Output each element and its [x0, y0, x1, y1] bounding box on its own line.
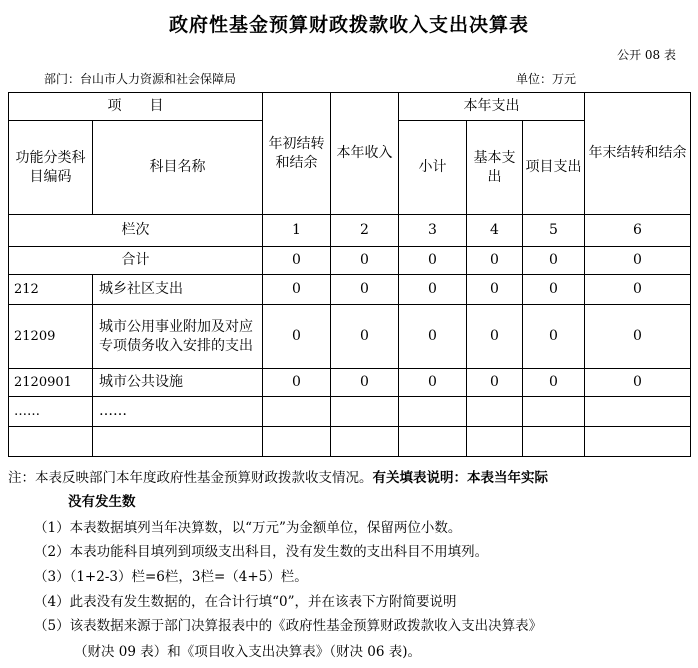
row-value: 0 — [467, 369, 523, 397]
row-code: …… — [9, 397, 93, 427]
header-subtotal: 小计 — [399, 121, 467, 215]
total-cell: 0 — [467, 247, 523, 275]
row-value — [263, 397, 331, 427]
total-label: 合计 — [9, 247, 263, 275]
row-value: 0 — [399, 369, 467, 397]
note-line-1 — [8, 466, 548, 486]
department-label: 部门：台山市人力资源和社会保障局 — [44, 72, 237, 86]
budget-table — [8, 92, 691, 457]
row-value — [331, 397, 399, 427]
row-value — [585, 427, 691, 457]
row-value — [263, 427, 331, 457]
col-index-cell: 3 — [399, 215, 467, 247]
row-value — [523, 427, 585, 457]
header-subject-name: 科目名称 — [93, 121, 263, 215]
total-cell: 0 — [585, 247, 691, 275]
note-line-2: 没有发生数 — [68, 494, 136, 510]
row-value — [467, 397, 523, 427]
row-value — [399, 427, 467, 457]
row-code — [9, 427, 93, 457]
table-row — [9, 305, 691, 369]
row-value: 0 — [467, 275, 523, 305]
row-value: 0 — [523, 305, 585, 369]
row-name — [93, 427, 263, 457]
row-name: 城乡社区支出 — [93, 275, 263, 305]
row-code: 212 — [9, 275, 93, 305]
row-code: 21209 — [9, 305, 93, 369]
row-name: 城市公共设施 — [93, 369, 263, 397]
total-cell: 0 — [399, 247, 467, 275]
total-cell: 0 — [331, 247, 399, 275]
row-value — [585, 397, 691, 427]
header-current-income: 本年收入 — [331, 93, 399, 215]
note-item: （财决 09 表）和《项目收入支出决算表》（财决 06 表)。 — [74, 644, 422, 660]
row-value: 0 — [523, 369, 585, 397]
row-value: 0 — [467, 305, 523, 369]
row-value: 0 — [399, 275, 467, 305]
row-value: 0 — [331, 305, 399, 369]
table-row — [9, 397, 691, 427]
row-code: 2120901 — [9, 369, 93, 397]
header-item: 项 目 — [9, 93, 263, 121]
col-row-label: 栏次 — [9, 215, 263, 247]
row-value — [331, 427, 399, 457]
total-cell: 0 — [263, 247, 331, 275]
row-value: 0 — [331, 275, 399, 305]
row-value: 0 — [263, 275, 331, 305]
note-item: （5）该表数据来源于部门决算报表中的《政府性基金预算财政拨款收入支出决算表》 — [34, 618, 543, 634]
row-value: 0 — [585, 369, 691, 397]
row-name: …… — [93, 397, 263, 427]
row-value: 0 — [399, 305, 467, 369]
table-row — [9, 427, 691, 457]
table-row — [9, 369, 691, 397]
total-cell: 0 — [523, 247, 585, 275]
row-value — [467, 427, 523, 457]
note-item: （3）（1+2-3）栏=6栏，3栏=（4+5）栏。 — [34, 569, 308, 585]
row-value: 0 — [263, 369, 331, 397]
col-index-cell: 1 — [263, 215, 331, 247]
total-row — [9, 247, 691, 275]
header-current-year-exp: 本年支出 — [399, 93, 585, 121]
doc-number: 公开 08 表 — [617, 48, 676, 62]
header-project-exp: 项目支出 — [523, 121, 585, 215]
header-end-balance: 年末结转和结余 — [585, 93, 691, 215]
row-value: 0 — [331, 369, 399, 397]
page-title: 政府性基金预算财政拨款收入支出决算表 — [168, 14, 529, 36]
note-item: （2）本表功能科目填列到项级支出科目，没有发生数的支出科目不用填列。 — [34, 544, 489, 560]
unit-label: 单位：万元 — [516, 72, 577, 86]
row-value: 0 — [585, 275, 691, 305]
col-index-cell: 6 — [585, 215, 691, 247]
row-value: 0 — [523, 275, 585, 305]
note-fill-instructions: 有关填表说明：本表当年实际 — [372, 470, 548, 486]
row-value — [399, 397, 467, 427]
note-item: （4）此表没有发生数据的，在合计行填“0”，并在该表下方附简要说明 — [34, 594, 457, 610]
col-index-cell: 2 — [331, 215, 399, 247]
header-begin-balance: 年初结转和结余 — [263, 93, 331, 215]
header-row-1 — [9, 93, 691, 121]
table-row — [9, 275, 691, 305]
note-item: （1）本表数据填列当年决算数，以“万元”为金额单位，保留两位小数。 — [34, 520, 462, 536]
header-basic-exp: 基本支出 — [467, 121, 523, 215]
row-value — [523, 397, 585, 427]
col-index-cell: 4 — [467, 215, 523, 247]
header-func-code: 功能分类科目编码 — [9, 121, 93, 215]
note-intro: 注：本表反映部门本年度政府性基金预算财政拨款收支情况。 — [8, 470, 373, 486]
row-value: 0 — [585, 305, 691, 369]
col-index-cell: 5 — [523, 215, 585, 247]
row-value: 0 — [263, 305, 331, 369]
row-name: 城市公用事业附加及对应专项债务收入安排的支出 — [93, 305, 263, 369]
column-index-row — [9, 215, 691, 247]
